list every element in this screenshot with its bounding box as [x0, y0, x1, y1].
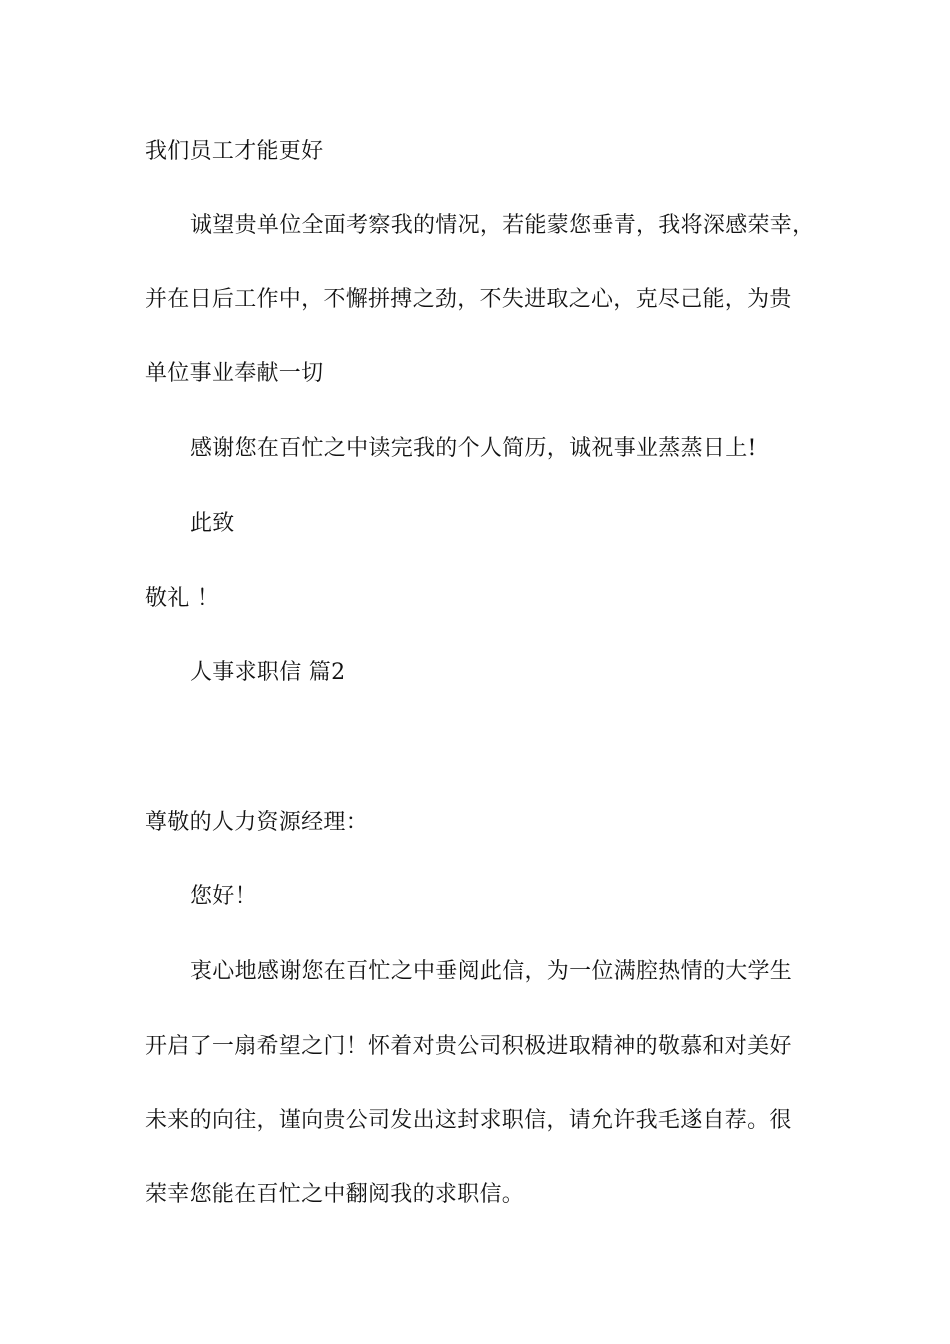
salutation-line: 敬礼 ！	[145, 586, 220, 611]
paragraph-line: 荣幸您能在百忙之中翻阅我的求职信。	[145, 1182, 525, 1207]
paragraph-line: 并在日后工作中，不懈拼搏之劲，不失进取之心，克尽己能，为贵	[145, 287, 792, 312]
paragraph-line: 开启了一扇希望之门！怀着对贵公司积极进取精神的敬慕和对美好	[145, 1034, 792, 1059]
paragraph-line: 感谢您在百忙之中读完我的个人简历，诚祝事业蒸蒸日上!	[190, 436, 757, 461]
greeting-line: 您好！	[190, 884, 257, 909]
paragraph-line: 单位事业奉献一切	[145, 361, 324, 386]
paragraph-line: 我们员工才能更好	[145, 139, 324, 164]
paragraph-line: 未来的向往，谨向贵公司发出这封求职信，请允许我毛遂自荐。很	[145, 1108, 792, 1133]
greeting-line: 尊敬的人力资源经理：	[145, 810, 369, 835]
section-heading: 人事求职信 篇2	[190, 660, 346, 685]
paragraph-line: 诚望贵单位全面考察我的情况，若能蒙您垂青，我将深感荣幸，	[190, 213, 815, 238]
paragraph-line: 衷心地感谢您在百忙之中垂阅此信，为一位满腔热情的大学生	[190, 959, 793, 984]
closing-line: 此致	[190, 511, 235, 536]
